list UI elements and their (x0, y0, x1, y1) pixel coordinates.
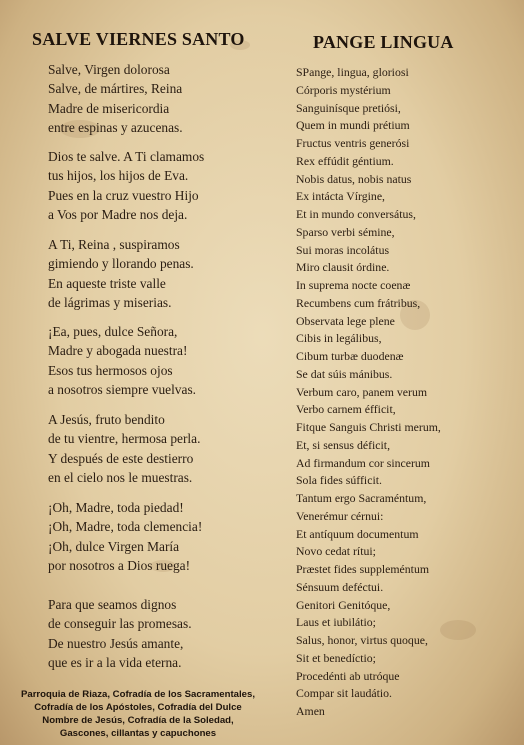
verse-line: In suprema nocte coenæ (296, 278, 411, 292)
verse-line: Salve, Virgen dolorosa (48, 62, 170, 77)
verse-line: Sanguinísque pretiósi, (296, 100, 401, 115)
verse-line: de lágrimas y miserias. (48, 295, 172, 311)
verse-line: SPange, lingua, gloriosi (296, 65, 409, 79)
verse-line: Tantum ergo Sacraméntum, (296, 491, 427, 505)
verse-line: Sénsuum deféctui. (296, 579, 384, 594)
verse-line: Verbum caro, panem verum (296, 384, 428, 399)
verse-line: A Jesús, fruto bendito (48, 412, 165, 427)
verse-line: En aqueste triste valle (48, 275, 166, 291)
verse-line: Dios te salve. A Ti clamamos (48, 149, 205, 164)
verse-line: Salve, de mártires, Reina (48, 81, 183, 97)
stanza-7 (48, 595, 192, 673)
stanza-2 (48, 147, 204, 225)
verse-line: Madre de misericordia (48, 100, 170, 116)
verse-line: Ad firmandum cor sincerum (296, 455, 430, 470)
stanza-3 (48, 235, 194, 313)
credit-line: Nombre de Jesús, Cofradía de la Soledad, (42, 715, 234, 726)
verse-line: Procedénti ab utróque (296, 668, 400, 683)
verse-line: Et antíquum documentum (296, 526, 419, 541)
verse-line: Et in mundo conversátus, (296, 207, 416, 221)
verse-line: tus hijos, los hijos de Eva. (48, 168, 189, 184)
credit-line: Gascones, cillantas y capuchones (59, 728, 217, 739)
verse-line: Novo cedat rítui; (296, 544, 376, 559)
verse-line: Quem in mundi prétium (296, 118, 410, 133)
verse-line: Madre y abogada nuestra! (48, 343, 188, 359)
verse-line: ¡Oh, dulce Virgen María (48, 538, 180, 554)
verse-line: Compar sit laudátio. (296, 686, 392, 701)
stanza-4 (48, 322, 196, 400)
verse-line: Salus, honor, virtus quoque, (296, 633, 428, 647)
verse-line: ¡Ea, pues, dulce Señora, (48, 324, 178, 339)
verse-line: Præstet fides suppleméntum (296, 562, 430, 576)
verse-line: por nosotros a Dios ruega! (48, 558, 191, 574)
verse-line: Sit et benedíctio; (296, 650, 376, 665)
verse-line: Nobis datus, nobis natus (296, 171, 412, 186)
pange-lingua-verses (296, 64, 441, 721)
verse-line: Cibis in legálibus, (296, 331, 382, 346)
parish-credits (4, 688, 272, 740)
verse-line: Venerémur cérnui: (296, 508, 384, 523)
verse-line: Córporis mystérium (296, 82, 391, 97)
stanza-6 (48, 498, 202, 576)
verse-line: Observata lege plene (296, 313, 395, 328)
verse-line: Amen (296, 704, 325, 718)
verse-line: entre espinas y azucenas. (48, 120, 183, 136)
verse-line: Miro clausit órdine. (296, 260, 390, 275)
verse-line: Cibum turbæ duodenæ (296, 349, 404, 363)
verse-line: Se dat súis mánibus. (296, 366, 393, 381)
verse-line: a Vos por Madre nos deja. (48, 207, 188, 223)
verse-line: Sui moras incolátus (296, 242, 390, 257)
verse-line: A Ti, Reina , suspiramos (48, 237, 180, 252)
verse-line: Fructus ventris generósi (296, 136, 410, 150)
verse-line: a nosotros siempre vuelvas. (48, 382, 197, 398)
verse-line: Fitque Sanguis Christi merum, (296, 420, 441, 434)
verse-line: ¡Oh, Madre, toda piedad! (48, 500, 184, 515)
verse-line: Pues en la cruz vuestro Hijo (48, 187, 199, 203)
verse-line: Para que seamos dignos (48, 597, 177, 612)
verse-line: Genitori Genitóque, (296, 597, 391, 612)
verse-line: Sparso verbi sémine, (296, 224, 395, 239)
verse-line: Sola fides súfficit. (296, 473, 382, 488)
salve-title: SALVE VIERNES SANTO (32, 29, 245, 49)
verse-line: Laus et iubilátio; (296, 615, 376, 630)
verse-line: gimiendo y llorando penas. (48, 256, 194, 272)
verse-line: De nuestro Jesús amante, (48, 635, 184, 651)
verse-line: de tu vientre, hermosa perla. (48, 431, 201, 447)
verse-line: que es ir a la vida eterna. (48, 655, 182, 671)
verse-line: Et, si sensus déficit, (296, 437, 391, 452)
verse-line: de conseguir las promesas. (48, 616, 192, 632)
verse-line: en el cielo nos le muestras. (48, 470, 193, 486)
stanza-5 (48, 410, 200, 488)
pange-lingua-title: PANGE LINGUA (313, 32, 454, 52)
verse-line: Esos tus hermosos ojos (48, 362, 173, 378)
verse-line: Ex intácta Vírgine, (296, 189, 386, 204)
credit-line: Cofradía de los Apóstoles, Cofradía del Dulce (34, 702, 242, 713)
verse-line: ¡Oh, Madre, toda clemencia! (48, 519, 203, 535)
stanza-1 (48, 60, 183, 138)
credit-line: Parroquia de Riaza, Cofradía de los Sacramentales, (20, 689, 256, 700)
verse-line: Recumbens cum frátribus, (296, 295, 421, 310)
verse-line: Rex effúdit géntium. (296, 153, 394, 168)
verse-line: Verbo carnem éfficit, (296, 402, 396, 417)
verse-line: Y después de este destierro (48, 450, 194, 466)
